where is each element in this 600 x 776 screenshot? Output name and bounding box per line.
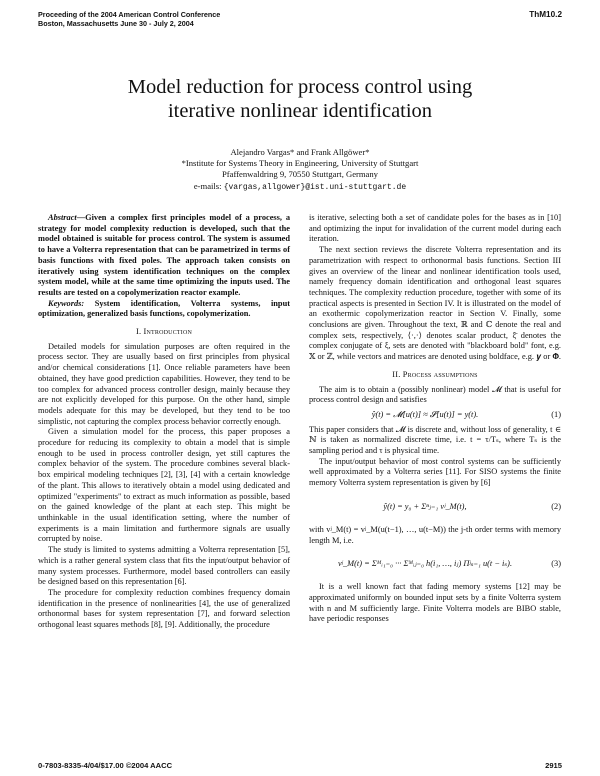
abstract-text: Given a complex first principles model of a process, a strategy for model complexity reduction is developed, such that the model obtained is suitable for process control. The system is assumed to have a Volterra representation that can be parametrized in terms of basis functions with fixed poles. The approach taken consists on iteratively using system identification techniques on the complex system model, while at the same time optimizing the inputs used. The results are tested on a copolymerization reactor example.: [38, 213, 290, 297]
author-block: [40, 147, 560, 193]
conference-line-1: Proceeding of the 2004 American Control Conference: [38, 10, 221, 19]
equation-1-body: ŷ(t) = 𝓜[u(t)] ≈ 𝓢[u(t)] = y(t).: [371, 409, 479, 419]
equation-2-number: (2): [551, 501, 561, 511]
email-addresses: {vargas,allgower}@ist.uni-stuttgart.de: [223, 182, 407, 192]
paper-title: [40, 75, 560, 123]
keywords-text: System identification, Volterra systems, input optimization, generalized basis functions, copolymerization.: [38, 298, 290, 319]
equation-2-body: ŷ(t) = y₀ + Σⁿⱼ₌₁ vʲ_M(t),: [383, 501, 467, 511]
section-heading-process-assumptions: II. Process assumptions: [392, 369, 478, 379]
left-column: [38, 213, 290, 631]
section-heading-introduction: I. Introduction: [135, 327, 193, 337]
address: Pfaffenwaldring 9, 70550 Stuttgart, Germany: [222, 169, 378, 180]
abstract: [38, 213, 290, 299]
right-paragraph-1: is iterative, selecting both a set of candidate poles for the bases as in [10] and optimizing the input for invalidation of the current model during each iteration.: [309, 213, 561, 244]
session-code: ThM10.2: [529, 10, 562, 19]
affiliation: *Institute for Systems Theory in Engineering, University of Stuttgart: [181, 158, 419, 169]
author-names: Alejandro Vargas* and Frank Allgöwer*: [230, 147, 370, 157]
emails: [40, 181, 560, 193]
keywords-label: Keywords:: [48, 298, 85, 308]
equation-3-number: (3): [551, 558, 561, 568]
conference-header: [38, 10, 220, 28]
title-line-1: Model reduction for process control using: [127, 76, 473, 98]
intro-paragraph-1: Detailed models for simulation purposes are often required in the process sector. They are usually based on first principles from physical and/or chemical considerations [1]. Once reliable parameters have been obtained, they have good prediction capabilities. However, they tend to be too complex for advanced process controller design, mainly because they are not explicitly developed for this purpose. On the other hand, simple models adequate for this may be developed, but they tend to be too simplistic, not capturing the complex process behavior correctly enough.: [38, 341, 290, 426]
abstract-label: Abstract—: [48, 213, 86, 222]
right-paragraph-4: This paper considers that 𝓜 is discrete and, without loss of generality, t ∈ ℕ is taken as normalized discrete time, i.e. t = τ/Tₛ, where Tₛ is the sampling period and τ is physical time.: [309, 424, 561, 456]
conference-line-2: Boston, Massachusetts June 30 - July 2, 2004: [38, 19, 194, 28]
page-number: 2915: [545, 761, 562, 770]
keywords: [38, 299, 290, 320]
intro-paragraph-4: The procedure for complexity reduction combines frequency domain identification in the presence of nonlinearities [4], the use of generalized orthonormal bases for system representation [7], and forward selection orthogonal least squares methods [8], [9]. Additionally, the procedure: [38, 587, 290, 630]
intro-paragraph-3: The study is limited to systems admitting a Volterra representation [5], which is a rather general system class that fits the input/output behavior of many system processes. Furthermore, model based controllers can easily be designed based on this representation [6].: [38, 545, 290, 587]
intro-paragraph-2: Given a simulation model for the process, this paper proposes a procedure for reducing its complexity to obtain a model that is simple enough to be used in process controller design, yet still captures the complex behavior of the system. The procedure combines several black-box empirical modeling techniques [2], [3], [4] with a certain knowledge of the plant. This allows to iteratively obtain a model using dedicated and optimized "experiments" to extract as much information as possible, based on the gained knowledge of the plant at each step. This might be unthinkable in the usual identification setting, where the number of experiments is a main limitation and furthermore signals are usually corrupted by noise.: [38, 427, 290, 544]
emails-label: e-mails:: [193, 180, 222, 191]
equation-1: [309, 410, 561, 421]
right-paragraph-2: The next section reviews the discrete Volterra representation and its parametrization with respect to orthonormal basis functions. Section III gives an overview of the linear and nonlinear identification tools used, namely frequency domain identification and orthogonal least squares techniques. The complexity reduction procedure, together with some of its practical aspects is presented in Section IV. It is illustrated on the model of an exothermic copolymerization reactor in Section V. Finally, some conclusions are given. Throughout the text, ℝ and ℂ denote the real and complex sets, respectively, ⟨·,·⟩ denotes scalar product, ξ̄ denotes the complex conjugate of ξ, sets are denoted with "blackboard bold" font, e.g. 𝕏 or ℤ, while vectors and matrices are denoted using boldface, e.g. 𝒚 or 𝚽.: [309, 245, 562, 362]
right-paragraph-5: The input/output behavior of most control systems can be sufficiently well approximated by a Volterra series [11]. For SISO systems the finite memory Volterra system representation is given by [6]: [309, 456, 561, 488]
title-line-2: iterative nonlinear identification: [167, 100, 433, 122]
equation-2: [309, 493, 561, 521]
equation-3: [309, 550, 561, 578]
equation-1-number: (1): [551, 409, 561, 419]
footer-isbn: 0-7803-8335-4/04/$17.00 ©2004 AACC: [38, 761, 173, 770]
right-column: [309, 213, 561, 625]
right-paragraph-3: The aim is to obtain a (possibly nonlinear) model 𝓜 that is useful for process control design and satisfies: [309, 384, 561, 405]
right-paragraph-7: It is a well known fact that fading memory systems [12] may be approximated uniformly on bounded input sets by a finite Volterra system with n and M sufficiently large. Finite Volterra models are BIBO stable, have periodic responses: [309, 582, 561, 624]
equation-3-body: vʲ_M(t) = Σᴹᵢ₁₌₀ ··· Σᴹᵢⱼ₌₀ h(i₁, …, iⱼ) Πʲₛ₌₁ u(t − iₛ).: [337, 558, 513, 568]
right-paragraph-6: with vʲ_M(t) = vʲ_M(u(t−1), …, u(t−M)) the j-th order terms with memory length M, i.e.: [309, 524, 561, 545]
